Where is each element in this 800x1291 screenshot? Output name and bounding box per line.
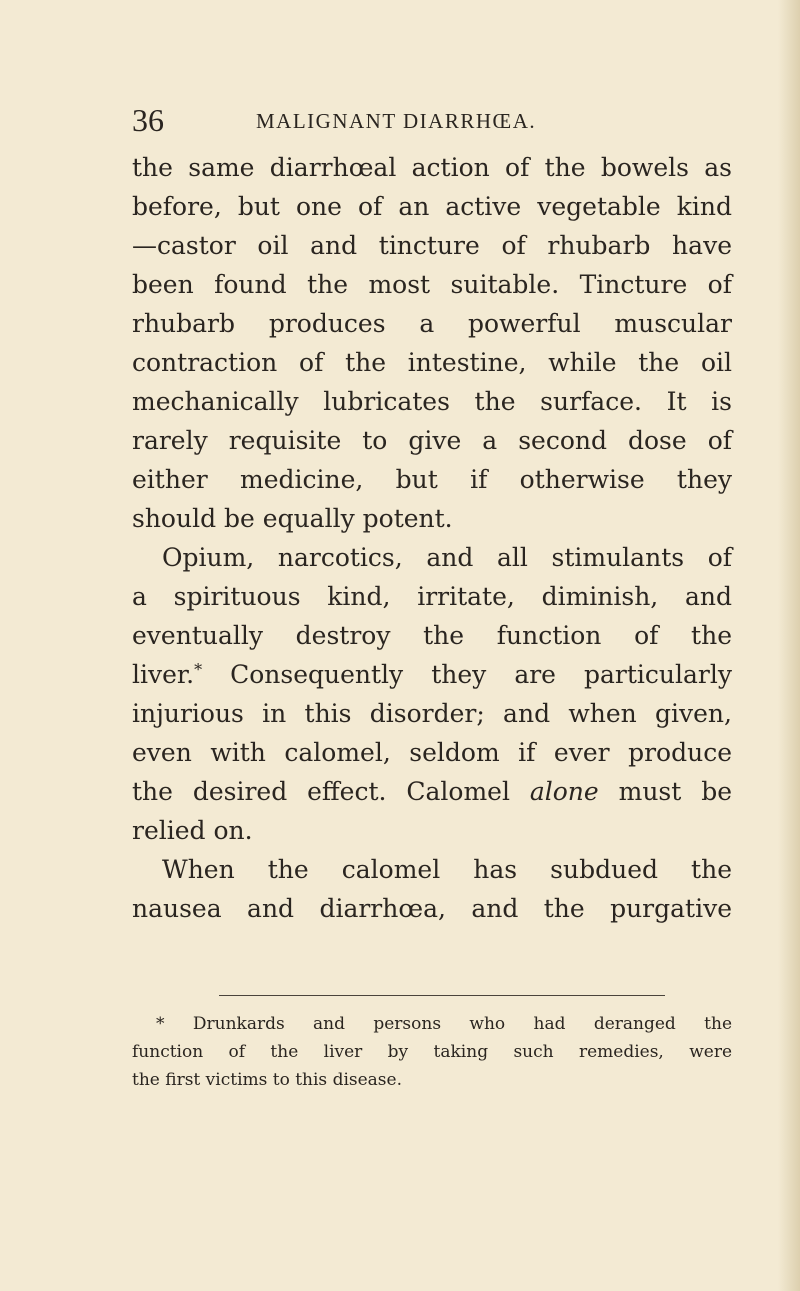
running-title: MALIGNANT DIARRHŒA. — [256, 109, 537, 133]
text-line — [132, 772, 732, 811]
text-line: rarely requisite to give a second dose of — [132, 426, 732, 455]
text-line: Opium, narcotics, and all stimulants of — [162, 543, 732, 572]
text-line: mechanically lubricates the surface. It is — [132, 387, 732, 416]
page-edge-shadow — [778, 0, 800, 1291]
emphasis-word: alone — [529, 777, 599, 806]
text-line: contraction of the intestine, while the oil — [132, 348, 732, 377]
footnote-line: the first victims to this disease. — [132, 1070, 402, 1090]
text-line: nausea and diarrhœa, and the purgative — [132, 894, 732, 923]
footnote-reference: * — [194, 660, 203, 679]
text-fragment: the desired effect. Calomel — [132, 777, 510, 806]
text-line: eventually destroy the function of the — [132, 621, 732, 650]
page-number: 36 — [132, 102, 164, 138]
text-line: injurious in this disorder; and when given, — [132, 699, 732, 728]
text-line: should be equally potent. — [132, 504, 453, 533]
text-line: even with calomel, seldom if ever produce — [132, 738, 732, 767]
footnote-line: function of the liver by taking such remedies, were — [132, 1042, 732, 1062]
text-line: a spirituous kind, irritate, diminish, and — [132, 582, 732, 611]
footnote-line — [132, 1010, 732, 1038]
footnote — [132, 1010, 732, 1094]
text-fragment: Drunkards and persons who had deranged the — [192, 1014, 732, 1034]
footnote-divider — [219, 995, 665, 996]
text-line — [132, 655, 732, 694]
text-line: relied on. — [132, 816, 253, 845]
text-line: before, but one of an active vegetable kind — [132, 192, 732, 221]
text-line: either medicine, but if otherwise they — [132, 465, 732, 494]
text-line: been found the most suitable. Tincture of — [132, 270, 732, 299]
text-line: the same diarrhœal action of the bowels as — [132, 153, 732, 182]
text-fragment: liver. — [132, 660, 195, 689]
text-fragment: must be — [618, 777, 732, 806]
text-line: When the calomel has subdued the — [162, 855, 732, 884]
footnote-marker: * — [156, 1014, 165, 1034]
page-header — [132, 100, 772, 140]
text-line: rhubarb produces a powerful muscular — [132, 309, 732, 338]
text-line: —castor oil and tincture of rhubarb have — [132, 231, 732, 260]
body-text — [132, 148, 732, 928]
text-fragment: Consequently they are particularly — [230, 660, 732, 689]
